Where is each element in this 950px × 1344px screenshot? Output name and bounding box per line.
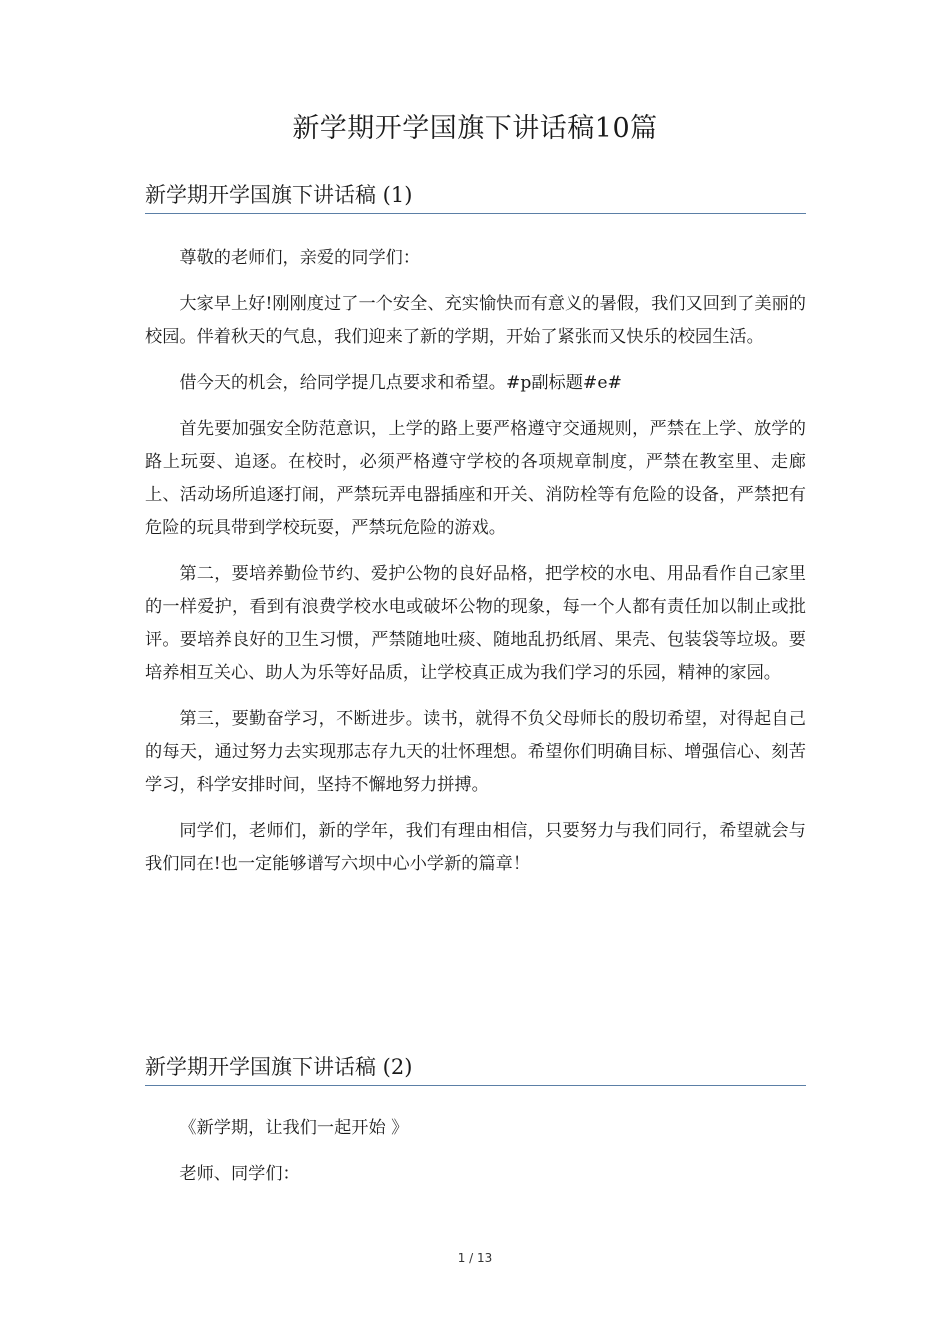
paragraph: 第二，要培养勤俭节约、爱护公物的良好品格，把学校的水电、用品看作自己家里的一样爱护，看到有浪费学校水电或破坏公物的现象，每一个人都有责任加以制止或批评。要培养良好的卫生习惯，严禁随地吐痰、随地乱扔纸屑、果壳、包装袋等垃圾。要培养相互关心、助人为乐等好品质，让学校真正成为我们学习的乐园，精神的家园。: [145, 564, 806, 683]
paragraph: 同学们，老师们，新的学年，我们有理由相信，只要努力与我们同行，希望就会与我们同在!也一定能够谱写六坝中心小学新的篇章！: [145, 821, 806, 874]
section-2-body: [145, 1112, 806, 1191]
paragraph: 第三，要勤奋学习，不断进步。读书，就得不负父母师长的殷切希望，对得起自己的每天，通过努力去实现那志存九天的壮怀理想。希望你们明确目标、增强信心、刻苦学习，科学安排时间，坚持不懈地努力拼搏。: [145, 709, 806, 795]
section-heading-2: 新学期开学国旗下讲话稿 (2): [145, 1053, 806, 1086]
paragraph: 尊敬的老师们，亲爱的同学们：: [179, 248, 421, 268]
paragraph: 首先要加强安全防范意识，上学的路上要严格遵守交通规则，严禁在上学、放学的路上玩耍、追逐。在校时，必须严格遵守学校的各项规章制度，严禁在教室里、走廊上、活动场所追逐打闹，严禁玩弄电器插座和开关、消防栓等有危险的设备，严禁把有危险的玩具带到学校玩耍，严禁玩危险的游戏。: [145, 419, 806, 538]
section-heading-1: 新学期开学国旗下讲话稿 (1): [145, 181, 806, 214]
paragraph: 《新学期，让我们一起开始 》: [179, 1118, 409, 1138]
document-title: 新学期开学国旗下讲话稿10篇: [292, 113, 658, 144]
paragraph: 大家早上好!刚刚度过了一个安全、充实愉快而有意义的暑假，我们又回到了美丽的校园。伴着秋天的气息，我们迎来了新的学期，开始了紧张而又快乐的校园生活。: [145, 294, 806, 347]
paragraph: 借今天的机会，给同学提几点要求和希望。#p副标题#e#: [179, 373, 622, 393]
page-number: 1 / 13: [457, 1251, 493, 1265]
section-1-body: [145, 242, 806, 881]
paragraph: 老师、同学们：: [179, 1164, 300, 1184]
